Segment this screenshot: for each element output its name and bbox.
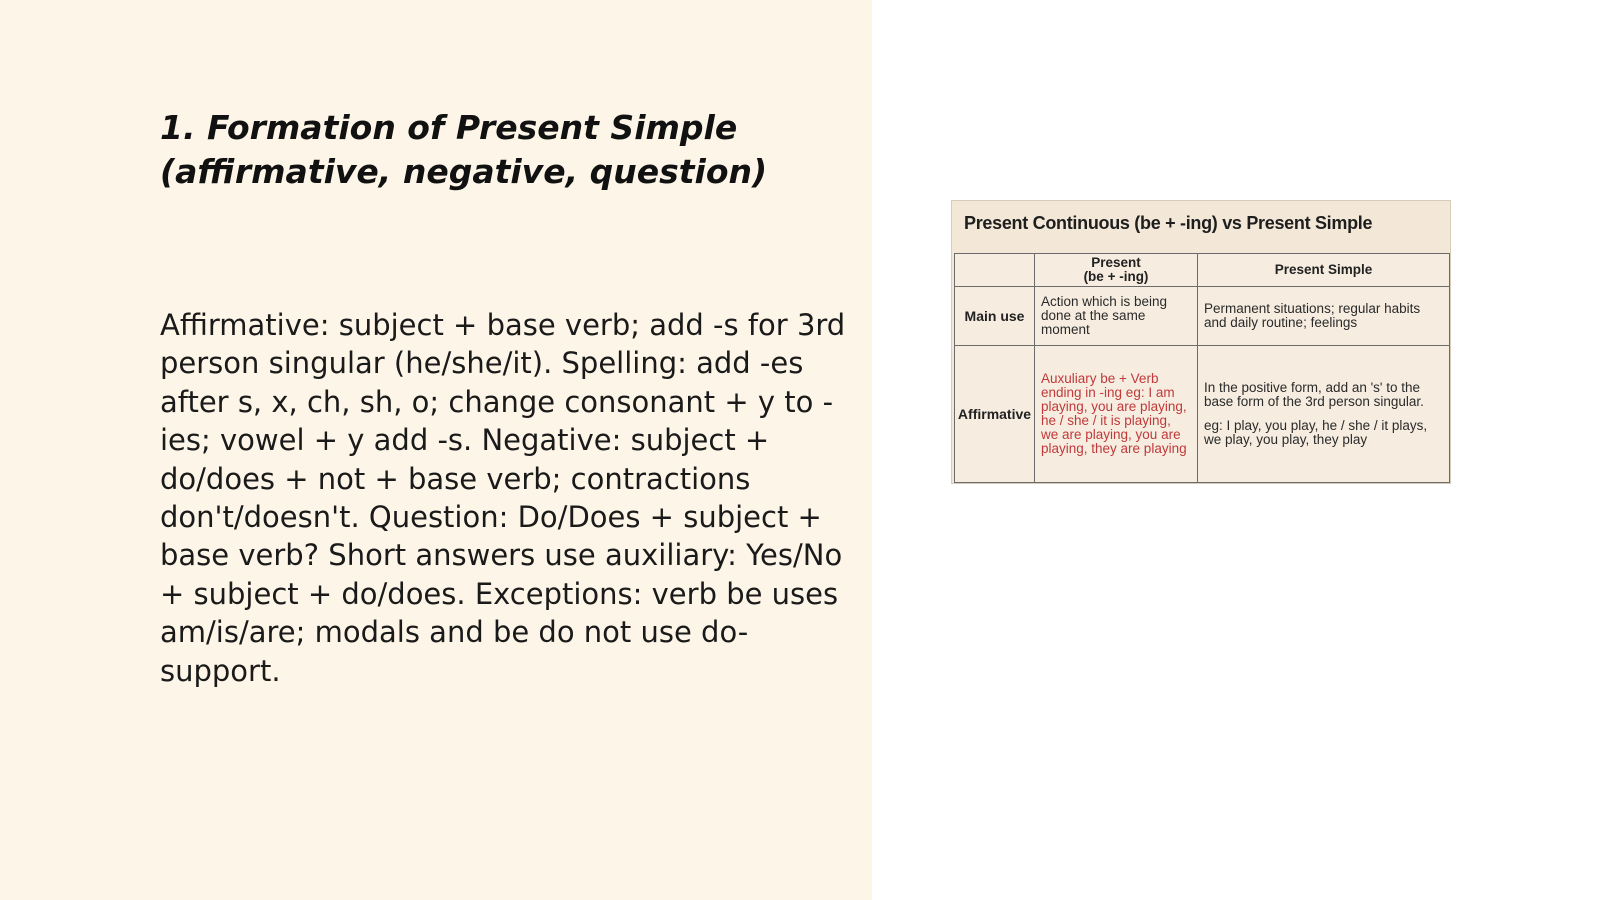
comparison-table-figure [951,200,1451,484]
affirmative-simple-example: eg: I play, you play, he / she / it plays, we play, you play, they play [1204,418,1428,447]
table-header-row [955,254,1450,287]
slide-title-line1: 1. Formation of Present Simple [160,108,738,147]
header-empty-cell [955,254,1035,287]
row-label-affirmative: Affirmative [955,346,1035,483]
cell-affirmative-continuous: Auxuliary be + Verb ending in -ing eg: I am playing, you are playing, he / she / it is playing, we are playing, you are playing, they are playing [1035,346,1198,483]
cell-main-use-simple: Permanent situations; regular habits and daily routine; feelings [1198,287,1450,346]
row-label-main-use: Main use [955,287,1035,346]
slide-title-line2: (affirmative, negative, question) [160,152,768,191]
header-continuous-line2: (be + -ing) [1083,269,1149,284]
header-continuous-line1: Present [1091,255,1141,270]
table-row [955,287,1450,346]
comparison-table [954,253,1450,483]
cell-affirmative-simple [1198,346,1450,483]
header-present-continuous [1035,254,1198,287]
figure-title: Present Continuous (be + -ing) vs Present Simple [964,213,1373,233]
slide-body-text: Affirmative: subject + base verb; add -s for 3rd person singular (he/she/it). Spelling: add -es after s, x, ch, sh, o; change consonant + y to -ies; vowel + y add -s. Negative: subject + do/does + not + base verb; contractions don't/doesn't. Question: Do/Does + subject + base verb? Short answers use auxiliary: Yes/No + subject + do/does. Exceptions: verb be uses am/is/are; modals and be do not use do-support. [160,308,846,688]
table-row [955,346,1450,483]
header-present-simple: Present Simple [1198,254,1450,287]
affirmative-simple-rule: In the positive form, add an 's' to the base form of the 3rd person singular. [1204,380,1424,409]
cell-main-use-continuous: Action which is being done at the same moment [1035,287,1198,346]
slide-title [160,106,840,194]
